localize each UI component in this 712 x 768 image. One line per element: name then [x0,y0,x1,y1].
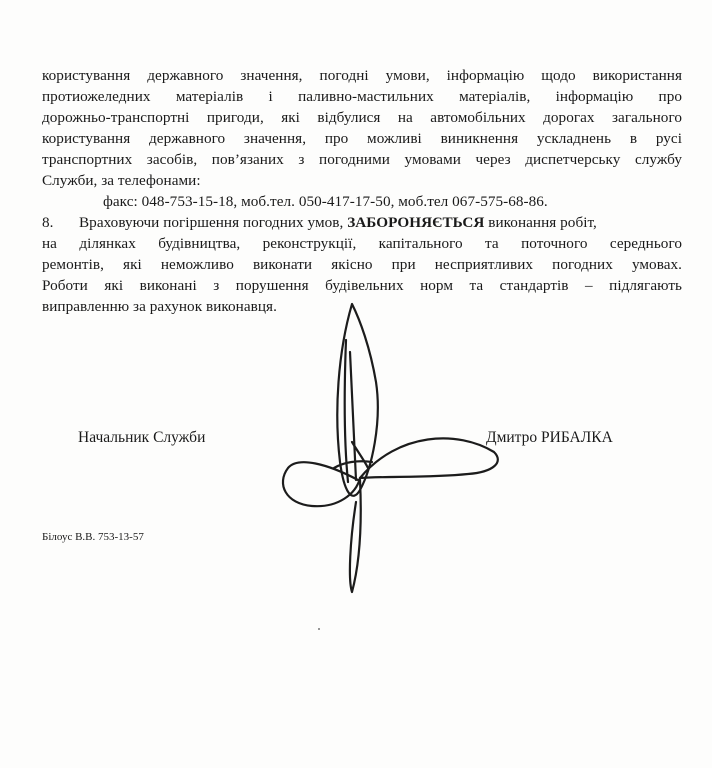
item-8-line-3: ремонтів, які неможливо виконати якісно при несприятливих погодних умовах. [42,256,682,273]
body-line-3: дорожньо-транспортні пригоди, які відбулися на автомобільних дорогах загального [42,109,682,126]
item-8-line-2: на ділянках будівництва, реконструкції, капітального та поточного середнього [42,235,682,252]
signatory-name: Дмитро РИБАЛКА [486,429,613,446]
item-8-text-before: Враховуючи погіршення погодних умов, [79,214,348,231]
item-8-first-line [79,213,682,233]
body-line-2: протиожеледних матеріалів і паливно-мастильних матеріалів, інформацію про [42,88,682,105]
position-title: Начальник Служби [78,429,206,446]
executor-contact: Білоус В.В. 753-13-57 [42,531,144,543]
item-8-line-4: Роботи які виконані з порушення будівельних норм та стандартів – підлягають [42,277,682,294]
fax-phones-line: факс: 048-753-15-18, моб.тел. 050-417-17-50, моб.тел 067-575-68-86. [103,193,548,210]
scan-speck [318,628,320,630]
body-line-6: Служби, за телефонами: [42,172,201,189]
item-8-number: 8. [42,214,54,231]
body-line-1: користування державного значення, погодні умови, інформацію щодо використання [42,67,682,84]
prohibited-word: ЗАБОРОНЯЄТЬСЯ [347,214,485,231]
item-8-text-after: виконання робіт, [484,214,597,231]
body-line-5: транспортних засобів, пов’язаних з погодними умовами через диспетчерську службу [42,151,682,168]
item-8-line-5: виправленню за рахунок виконавця. [42,298,277,315]
body-line-4: користування державного значення, про можливі виникнення ускладнень в русі [42,130,682,147]
handwritten-signature [268,292,508,612]
